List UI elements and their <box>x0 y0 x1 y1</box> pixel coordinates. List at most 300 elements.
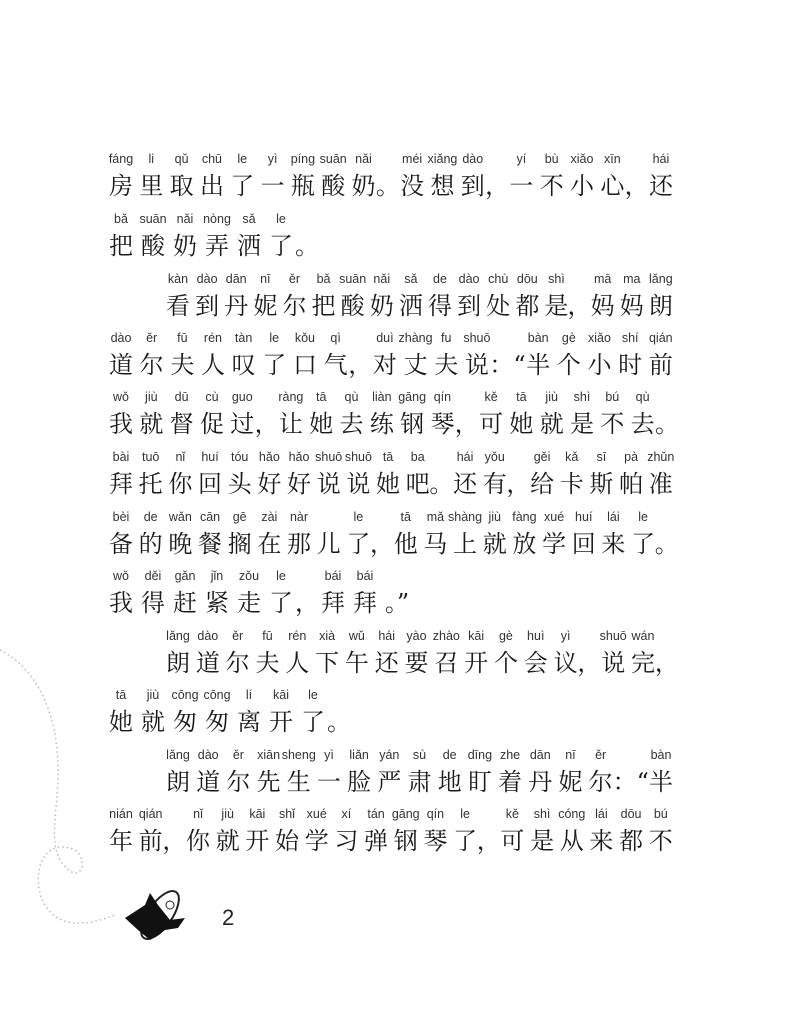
character-cell <box>529 802 555 856</box>
pinyin: děi <box>144 569 162 583</box>
text-line <box>108 145 674 201</box>
hanzi: 酸 <box>141 232 165 260</box>
hanzi: 夫 <box>434 351 459 379</box>
punctuation: ：“ <box>489 351 526 379</box>
character-cell <box>529 445 555 499</box>
character-cell <box>314 624 340 678</box>
character-cell <box>523 624 549 678</box>
pinyin: ba <box>410 450 425 464</box>
pinyin: chū <box>201 152 223 166</box>
pinyin: wǎn <box>168 510 192 524</box>
pinyin: xīn <box>603 152 621 166</box>
pinyin: suān <box>139 212 167 226</box>
pinyin: shuō <box>315 450 343 464</box>
character-cell <box>268 207 294 261</box>
hanzi: 妈 <box>590 292 615 320</box>
hanzi: 年 <box>109 827 133 855</box>
character-cell <box>316 445 342 499</box>
pinyin: jǐn <box>210 569 224 583</box>
hanzi: 是 <box>530 827 555 855</box>
character-cell <box>268 564 294 618</box>
pinyin: sǎ <box>242 212 256 226</box>
character-cell <box>140 564 166 618</box>
character-cell <box>648 267 674 321</box>
character-cell <box>571 505 597 559</box>
punctuation: ， <box>476 827 501 855</box>
hanzi: 人 <box>200 351 225 379</box>
character-cell <box>630 385 656 439</box>
hanzi: 拜 <box>321 589 345 617</box>
character-cell <box>559 802 585 856</box>
pinyin: wǒ <box>113 390 129 404</box>
character-cell <box>369 267 395 321</box>
hanzi: 瓶 <box>290 172 315 200</box>
hanzi: 拜 <box>109 470 133 498</box>
character-cell <box>169 326 195 380</box>
hanzi: 前 <box>648 351 673 379</box>
character-cell <box>236 207 262 261</box>
pinyin: nǎi <box>355 152 372 166</box>
hanzi: 奶 <box>173 232 197 260</box>
pinyin: dōu <box>620 807 642 821</box>
pinyin: liàn <box>372 390 392 404</box>
pinyin: rén <box>203 331 222 345</box>
character-cell <box>139 326 165 380</box>
pinyin: ěr <box>232 629 244 643</box>
pinyin: dào <box>110 331 132 345</box>
pinyin: dān <box>225 272 247 286</box>
hanzi: 卡 <box>559 470 584 498</box>
pinyin: bèi <box>112 510 130 524</box>
hanzi: 尔 <box>225 649 250 677</box>
character-illustration-icon <box>125 885 186 945</box>
hanzi: 匆 <box>173 708 197 736</box>
hanzi: 搁 <box>227 530 252 558</box>
hanzi: 没 <box>400 172 425 200</box>
pinyin: yì <box>267 152 278 166</box>
pinyin: xiǎng <box>427 152 458 166</box>
pinyin: de <box>433 272 447 286</box>
hanzi: 到 <box>460 172 485 200</box>
hanzi: 那 <box>287 530 312 558</box>
hanzi: 尔 <box>226 768 251 796</box>
character-cell <box>427 267 453 321</box>
character-cell <box>284 624 310 678</box>
hanzi: 好 <box>257 470 282 498</box>
text-line <box>108 800 674 856</box>
pinyin: nī <box>565 748 576 762</box>
hanzi: 说 <box>346 470 371 498</box>
hanzi: 赶 <box>173 589 197 617</box>
character-cell <box>648 147 674 201</box>
character-cell <box>227 445 253 499</box>
character-cell <box>274 802 300 856</box>
text-line <box>165 265 674 321</box>
character-cell <box>506 445 531 499</box>
pinyin: le <box>353 510 364 524</box>
pinyin: zhǔn <box>647 450 675 464</box>
character-cell <box>588 445 614 499</box>
hanzi: 尔 <box>588 768 613 796</box>
pinyin: bàn <box>527 331 549 345</box>
pinyin: gè <box>498 629 513 643</box>
hanzi: 了 <box>631 530 656 558</box>
hanzi: 可 <box>479 410 504 438</box>
character-cell <box>227 505 253 559</box>
character-cell <box>511 505 537 559</box>
character-cell <box>587 326 613 380</box>
hanzi: 半 <box>526 351 551 379</box>
hanzi: 前 <box>138 827 163 855</box>
pinyin: wán <box>631 629 655 643</box>
hanzi: 丹 <box>528 768 553 796</box>
pinyin: bái <box>324 569 342 583</box>
hanzi: 斯 <box>589 470 614 498</box>
character-cell <box>260 147 286 201</box>
character-cell <box>290 147 316 201</box>
character-cell <box>172 564 198 618</box>
pinyin: gāng <box>391 807 420 821</box>
character-cell <box>456 267 482 321</box>
character-cell <box>508 147 534 201</box>
pinyin: cóng <box>558 807 586 821</box>
character-cell <box>304 802 330 856</box>
hanzi: 我 <box>109 589 133 617</box>
pinyin: pà <box>624 450 639 464</box>
hanzi: 托 <box>138 470 163 498</box>
hanzi: 不 <box>648 827 673 855</box>
pinyin: huí <box>201 450 219 464</box>
character-cell <box>577 624 602 678</box>
pinyin: jiù <box>545 390 558 404</box>
hanzi: 妮 <box>253 292 278 320</box>
hanzi: 会 <box>523 649 548 677</box>
hanzi: 不 <box>539 172 564 200</box>
pinyin: hái <box>456 450 474 464</box>
hanzi: 匆 <box>205 708 229 736</box>
hanzi: 严 <box>377 768 402 796</box>
character-cell <box>376 743 402 797</box>
character-cell <box>281 743 316 797</box>
character-cell <box>618 445 644 499</box>
pinyin: qǔ <box>174 152 189 166</box>
punctuation: ， <box>577 649 602 677</box>
hanzi: 都 <box>619 827 644 855</box>
pinyin: shì <box>548 272 565 286</box>
pinyin: yì <box>324 748 334 762</box>
hanzi: 了 <box>262 351 287 379</box>
hanzi: 小 <box>570 172 594 200</box>
hanzi: 紧 <box>205 589 229 617</box>
pinyin: chù <box>488 272 509 286</box>
hanzi: 完 <box>631 649 655 677</box>
pinyin: wǒ <box>113 569 129 583</box>
character-cell <box>398 326 433 380</box>
character-cell <box>422 505 448 559</box>
pinyin: bǎ <box>114 212 128 226</box>
hanzi: 酸 <box>340 292 365 320</box>
character-cell <box>244 802 270 856</box>
pinyin: xiǎo <box>588 331 611 345</box>
hanzi: 弄 <box>205 232 229 260</box>
pinyin: yán <box>379 748 400 762</box>
character-cell <box>204 207 230 261</box>
hanzi: 来 <box>601 530 626 558</box>
hanzi: 叹 <box>231 351 256 379</box>
character-cell <box>599 147 625 201</box>
punctuation: ， <box>254 410 279 438</box>
hanzi: 夫 <box>255 649 280 677</box>
pinyin: shì <box>533 807 551 821</box>
pinyin: tā <box>315 390 327 404</box>
text-line <box>108 503 679 559</box>
character-cell <box>172 207 198 261</box>
pinyin: ěr <box>146 331 158 345</box>
pinyin: mā <box>593 272 612 286</box>
pinyin: bú <box>653 807 668 821</box>
hanzi: 他 <box>393 530 418 558</box>
character-cell <box>433 326 459 380</box>
pinyin: wǔ <box>348 629 365 643</box>
character-cell <box>369 385 395 439</box>
hanzi: 取 <box>169 172 194 200</box>
text-line <box>108 562 674 618</box>
character-cell <box>344 624 370 678</box>
hanzi: 了 <box>301 708 325 736</box>
punctuation: 。 <box>654 530 679 558</box>
hanzi: 就 <box>482 530 507 558</box>
character-cell <box>278 385 304 439</box>
character-cell <box>194 267 220 321</box>
character-cell <box>165 743 191 797</box>
hanzi: 说 <box>316 470 341 498</box>
pinyin: de <box>143 510 158 524</box>
character-cell <box>588 802 614 856</box>
pinyin: bù <box>544 152 559 166</box>
hanzi: 了 <box>269 232 293 260</box>
character-cell <box>197 445 223 499</box>
pinyin: yǒu <box>484 450 505 464</box>
pinyin: lǎng <box>166 629 190 643</box>
character-cell <box>167 505 193 559</box>
character-cell <box>169 385 195 439</box>
pinyin: gǎn <box>174 569 196 583</box>
pinyin: hǎo <box>258 450 280 464</box>
hanzi: 从 <box>559 827 584 855</box>
hanzi: 学 <box>542 530 567 558</box>
hanzi: 离 <box>237 708 261 736</box>
character-cell <box>108 385 134 439</box>
punctuation: 。 <box>375 172 400 200</box>
character-cell <box>617 326 643 380</box>
pinyin: bú <box>605 390 620 404</box>
pinyin: yì <box>560 629 571 643</box>
pinyin: kǒu <box>294 331 316 345</box>
hanzi: 拜 <box>353 589 377 617</box>
character-cell <box>624 147 649 201</box>
pinyin: rén <box>288 629 307 643</box>
pinyin: shuō <box>463 331 491 345</box>
hanzi: 脸 <box>347 768 372 796</box>
character-cell <box>204 564 230 618</box>
character-cell <box>600 505 626 559</box>
hanzi: 就 <box>215 827 240 855</box>
character-cell <box>348 326 373 380</box>
hanzi: 尔 <box>282 292 307 320</box>
hanzi: 琴 <box>430 410 455 438</box>
hanzi: 里 <box>139 172 164 200</box>
hanzi: 道 <box>109 351 133 379</box>
pinyin: nián <box>109 807 133 821</box>
character-cell <box>108 683 134 737</box>
character-cell <box>254 624 280 678</box>
character-cell <box>229 147 255 201</box>
pinyin: xué <box>544 510 565 524</box>
character-cell <box>648 743 674 797</box>
character-cell <box>165 267 191 321</box>
pinyin: cù <box>205 390 219 404</box>
hanzi: 放 <box>512 530 537 558</box>
pinyin: nǎi <box>176 212 194 226</box>
pinyin: zhe <box>499 748 521 762</box>
hanzi: 学 <box>304 827 329 855</box>
hanzi: 儿 <box>316 530 341 558</box>
hanzi: 马 <box>423 530 448 558</box>
hanzi: 你 <box>168 470 193 498</box>
character-cell <box>195 743 221 797</box>
hanzi: 来 <box>589 827 614 855</box>
character-cell <box>485 147 510 201</box>
hanzi: 召 <box>434 649 459 677</box>
character-cell <box>320 564 346 618</box>
pinyin: dào <box>196 272 218 286</box>
character-cell <box>108 207 134 261</box>
punctuation: ， <box>295 589 319 617</box>
pinyin: jiù <box>146 688 160 702</box>
pinyin: dào <box>197 629 219 643</box>
punctuation: ， <box>162 827 187 855</box>
character-cell <box>398 267 424 321</box>
hanzi: 了 <box>230 172 255 200</box>
hanzi: 习 <box>334 827 359 855</box>
character-cell <box>138 505 164 559</box>
character-cell <box>489 326 526 380</box>
pinyin: le <box>460 807 470 821</box>
character-cell <box>195 624 221 678</box>
text-line <box>165 622 679 678</box>
pinyin: dào <box>458 272 480 286</box>
hanzi: 处 <box>486 292 511 320</box>
hanzi: 吧 <box>405 470 430 498</box>
hanzi: 好 <box>287 470 312 498</box>
hanzi: 的 <box>138 530 163 558</box>
hanzi: 房 <box>109 172 133 200</box>
character-cell <box>467 743 493 797</box>
hanzi: 把 <box>311 292 336 320</box>
character-cell <box>588 743 614 797</box>
character-cell <box>437 743 463 797</box>
hanzi: 口 <box>292 351 317 379</box>
character-cell <box>295 564 319 618</box>
character-cell <box>339 385 365 439</box>
hanzi: 在 <box>257 530 282 558</box>
character-cell <box>138 147 164 201</box>
character-cell <box>527 743 553 797</box>
hanzi: 酸 <box>321 172 346 200</box>
character-cell <box>236 564 262 618</box>
hanzi: 你 <box>186 827 211 855</box>
hanzi: 回 <box>571 530 596 558</box>
pinyin: shí <box>621 331 639 345</box>
pinyin: fáng <box>108 152 134 166</box>
pinyin: fū <box>177 331 188 345</box>
hanzi: 了 <box>346 530 371 558</box>
hanzi: 一 <box>509 172 534 200</box>
hanzi: 上 <box>453 530 478 558</box>
pinyin: tán <box>367 807 385 821</box>
character-cell <box>346 743 372 797</box>
pinyin: qù <box>635 390 650 404</box>
pinyin: tóu <box>230 450 249 464</box>
pinyin: bài <box>112 450 130 464</box>
hanzi: 午 <box>344 649 369 677</box>
hanzi: 朗 <box>166 649 190 677</box>
hanzi: 她 <box>109 708 133 736</box>
character-cell <box>600 624 626 678</box>
pinyin: huì <box>527 629 545 643</box>
hanzi: 她 <box>509 410 534 438</box>
character-cell <box>323 326 349 380</box>
pinyin: qián <box>648 331 673 345</box>
hanzi: 不 <box>600 410 625 438</box>
hanzi: 开 <box>245 827 270 855</box>
character-cell <box>167 445 193 499</box>
character-cell <box>654 624 679 678</box>
pinyin: nǎi <box>373 272 391 286</box>
character-cell <box>422 802 448 856</box>
hanzi: 说 <box>601 649 626 677</box>
character-cell <box>169 147 195 201</box>
character-cell <box>569 385 595 439</box>
hanzi: 道 <box>196 768 221 796</box>
character-cell <box>108 445 134 499</box>
character-cell <box>543 267 569 321</box>
pinyin: nǐ <box>175 450 186 464</box>
pinyin: ma <box>623 272 641 286</box>
character-cell <box>654 505 679 559</box>
pinyin: bǎ <box>316 272 331 286</box>
character-cell <box>375 445 401 499</box>
pinyin: fū <box>262 629 273 643</box>
pinyin: dào <box>197 748 219 762</box>
hanzi: 她 <box>376 470 401 498</box>
character-cell <box>165 624 191 678</box>
pinyin: kě <box>484 390 498 404</box>
character-cell <box>370 505 395 559</box>
character-cell <box>363 802 389 856</box>
pinyin: zài <box>261 510 278 524</box>
pinyin: dū <box>174 390 189 404</box>
pinyin: duì <box>376 331 394 345</box>
character-cell <box>292 326 318 380</box>
pinyin: nòng <box>203 212 231 226</box>
character-cell <box>539 147 565 201</box>
hanzi: 练 <box>369 410 394 438</box>
pinyin: le <box>269 331 280 345</box>
pinyin: huí <box>575 510 593 524</box>
pinyin: dōu <box>516 272 538 286</box>
hanzi: 出 <box>199 172 224 200</box>
